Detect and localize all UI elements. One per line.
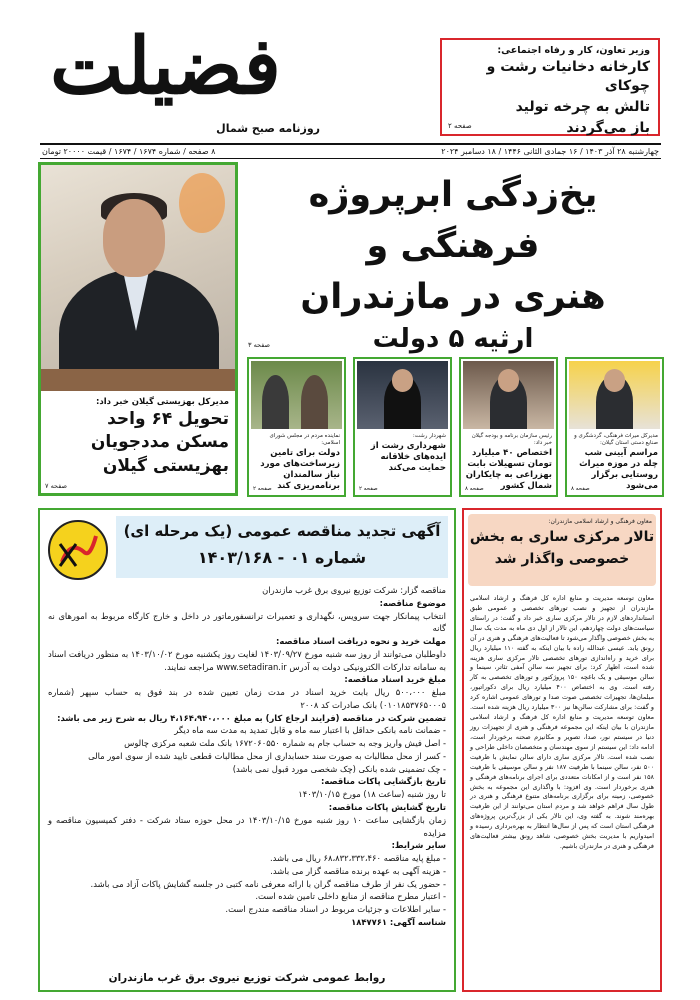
news-card-1-page: صفحه ۸ <box>571 486 590 492</box>
news-card-1-headline: مراسم آیینی شب چله در موزه میراث روستایی برگزار می‌شود <box>579 448 658 492</box>
main-headline-line-3: ارثیه ۵ دولت <box>372 324 534 355</box>
newspaper-subtitle: روزنامه صبح شمال <box>216 122 320 135</box>
ad-line: - چک تضمینی شده بانکی (چک شخصی مورد قبول نمی باشد) <box>232 763 446 774</box>
top-story-headline-2: تالش به چرخه تولید <box>515 98 650 115</box>
top-story-headline-1: کارخانه دخانیات رشت و چوکای <box>486 59 650 94</box>
newspaper-logo: فضیلت <box>50 21 281 112</box>
ad-line: تا روز شنبه (ساعت ۱۸) مورخ ۱۴۰۳/۱۰/۱۵ <box>298 789 446 800</box>
issue-date: چهارشنبه ۲۸ آذر ۱۴۰۳ / ۱۶ جمادی الثانی ۱۴۴۶ / ۱۸ دسامبر ۲۰۲۴ <box>441 147 659 156</box>
ad-line: داوطلبان می‌توانند از روز سه شنبه مورخ ۱۴۰۳/۰۹/۲۷ لغایت روز یکشنبه مورخ ۱۴۰۳/۱۰/۰۲ به منظور دریافت اسناد به سامانه تدارکات الکترونیکی دولت به آدرس www.setadiran.ir مراجعه نمایند. <box>48 648 446 672</box>
dateline <box>40 143 661 159</box>
news-card-3[interactable] <box>353 357 452 497</box>
ad-section-heading: تاریخ بازگشایی پاکات مناقصه: <box>321 776 446 787</box>
news-card-4-headline: دولت برای تامین زیرساخت‌های مورد نیاز سالمندان برنامه‌ریزی کند <box>260 448 340 492</box>
hero-headline-2: مسکن مددجویان <box>90 432 229 453</box>
hero-story-box[interactable] <box>38 162 238 496</box>
ad-line: انتخاب پیمانکار جهت سرویس، نگهداری و تعمیرات ترانسفورماتور در داخل و خارج کارگاه مربوط به امورهای نه گانه <box>48 610 446 634</box>
news-card-1-photo <box>569 361 660 429</box>
side-article-headline-1: تالار مرکزی ساری به بخش <box>469 529 655 545</box>
news-card-2-photo <box>463 361 554 429</box>
tender-ad-title <box>116 516 448 578</box>
hero-caption <box>47 397 229 477</box>
news-strip <box>246 357 664 497</box>
side-article-header <box>468 514 656 586</box>
hero-headline-3: بهزیستی گیلان <box>102 455 229 476</box>
main-headline-line-1: یخ‌زدگی ابرپروژه فرهنگی و <box>308 175 598 266</box>
ad-section-heading: مهلت خرید و نحوه دریافت اسناد مناقصه: <box>276 636 446 647</box>
main-page: صفحه ۳ <box>248 341 271 349</box>
news-card-3-headline: شهرداری رشت از ایده‌های خلاقانه حمایت می‌کند <box>370 441 446 474</box>
ad-line: - اعتبار مطرح مناقصه از منابع داخلی تامین شده است. <box>255 891 446 902</box>
ad-line: - اصل فیش واریز وجه به حساب جام به شماره ۱۶۷۲۰۶۰۵۵۰ بانک ملت شعبه مرکزی چالوس <box>124 738 446 749</box>
news-card-1-kicker: مدیرکل میراث فرهنگی، گردشگری و صنایع دستی استان گیلان: <box>574 433 658 447</box>
top-story-kicker: وزیر تعاون، کار و رفاه اجتماعی: <box>497 45 650 56</box>
ad-line: مبلغ ۵۰۰،۰۰۰ ریال بابت خرید اسناد در مدت زمان تعیین شده در بند فوق به حساب سپهر (شماره ۰۱۰۱۸۵۳۷۶۵۰۰۰۵) بانک صادرات کد ۲۰۰۸ <box>48 687 446 710</box>
issue-info: ۸ صفحه / شماره ۱۶۷۴ / ۱۶۷۴ / قیمت ۲۰۰۰۰ تومان <box>42 147 216 156</box>
news-card-1[interactable] <box>565 357 664 497</box>
ad-line: - مبلغ پایه مناقصه ۶۸،۸۳۲،۳۳۲،۴۶۰ ریال می باشد. <box>270 853 446 864</box>
top-story-box[interactable] <box>440 38 660 136</box>
news-card-4-photo <box>251 361 342 429</box>
power-company-logo-icon <box>48 520 108 580</box>
hero-photo <box>41 165 235 391</box>
ad-id: شناسه آگهی: ۱۸۴۷۷۶۱ <box>351 916 446 927</box>
top-story-headline-3: باز می‌گردند <box>566 119 650 136</box>
news-card-2[interactable] <box>459 357 558 497</box>
ad-line: - ضمانت نامه بانکی حداقل با اعتبار سه ماه و قابل تمدید به مدت سه ماه دیگر <box>174 725 446 736</box>
tender-ad[interactable] <box>38 508 456 992</box>
hero-page: صفحه ۷ <box>45 482 68 490</box>
tender-ad-title-1: آگهی تجدید مناقصه عمومی (یک مرحله ای) <box>123 522 441 540</box>
side-article-body: معاون توسعه مدیریت و منابع اداره کل فرهنگ و ارشاد اسلامی مازندران از تجهیز و نصب تورهای تخصصی و عمومی طبق استانداردهای لازم در تالار مرکزی ساری خبر داد و گفت: در راستای سیاست‌های دولت چهاردهم، این تالار از اول دی ماه به مدت یک سال به بخش خصوصی واگذار می‌شود تا فعالیت‌های فرهنگی و هنری در آن رونق یابد. عیسی عبدالله زاده با بیان اینکه به گفته ۱۱۰ میلیارد ریال برای خرید و راه‌اندازی تورهای تخصصی تالار مرکزی ساری هزینه شده است، اظهار کرد: برای تجهیز سه سالن آمفی تئاتر، سینما و سالن موسیقی و یک باغچه ۱۵۰ پروژکتور و تورهای تخصصی به کار رفته است. وی به اختصاص ۴۰۰ میلیارد ریال برای دکوراتیور، مبلمان‌ها، تجهیزات تخصصی صوت صدا و تورهای عمومی اشاره کرد و گفت: برای مشارکت سالن‌ها نیز ۳۰۰ میلیارد ریال هزینه شده است. معاون توسعه مدیریت و منابع اداره کل فرهنگ و ارشاد اسلامی مازندران با بیان اینکه این مجموعه فرهنگی و هنری از تجهیزات روز دنیا در سیستم نور، صدا، تصویر و مکانیزم صحنه برخوردار است، ادامه داد: این سیستم از سوی مهندسان و متخصصان داخلی طراحی و نصب شده است. تالار مرکزی ساری دارای سالن نمایش با ظرفیت ۵۰۰ نفر، سالن سینما با ظرفیت ۱۸۷ نفر و سالن موسیقی با ظرفیت ۱۵۸ نفر است و از امکانات متعددی برای اجرای برنامه‌های فرهنگی و هنری برخوردار است. وی افزود: با واگذاری این مجموعه به بخش خصوصی، زمینه برای برگزاری برنامه‌های متنوع فرهنگی و هنری در طول سال فراهم خواهد شد و مردم استان می‌توانند از این ظرفیت بهره‌مند شوند. به گفته وی، این تالار یکی از بزرگ‌ترین پروژه‌های فرهنگی استان است که پس از سال‌ها انتظار به بهره‌برداری رسیده و امیدواریم با مدیریت بخش خصوصی، شاهد رونق بیشتر فعالیت‌های فرهنگی و هنری در مازندران باشیم. <box>469 594 655 851</box>
news-card-4-page: صفحه ۲ <box>253 486 272 492</box>
news-card-4[interactable] <box>247 357 346 497</box>
news-card-3-photo <box>357 361 448 429</box>
news-card-2-headline: اختصاص ۴۰ میلیارد تومان تسهیلات بابت بهزراعی به چایکاران شمال کشور <box>465 448 552 492</box>
top-story-page: صفحه ۲ <box>448 122 472 130</box>
news-card-3-page: صفحه ۲ <box>359 486 378 492</box>
ad-section-heading: تاریخ گشایش پاکات مناقصه: <box>328 802 446 813</box>
ad-section-heading: موضوع مناقصه: <box>379 597 446 608</box>
news-card-3-kicker: شهردار رشت: <box>412 433 446 439</box>
ad-section-heading: تضمین شرکت در مناقصه (فرایند ارجاع کار) به مبلغ ۴،۱۶۴،۹۴۰،۰۰۰ ریال به شرح زیر می باشد: <box>57 712 446 723</box>
ad-line: - سایر اطلاعات و جزئیات مربوط در اسناد مناقصه مندرج است. <box>225 904 446 915</box>
main-headline-line-2: هنری در مازندران <box>300 276 606 317</box>
side-article-headline-2: خصوصی واگذار شد <box>494 550 630 567</box>
ad-line: - هزینه آگهی به عهده برنده مناقصه گزار می باشد. <box>270 865 446 876</box>
side-article[interactable] <box>462 508 662 992</box>
tender-ad-body <box>48 584 446 929</box>
tender-ad-footer: روابط عمومی شرکت توزیع نیروی برق غرب مازندران <box>108 972 386 984</box>
ad-section-heading: مبلغ خرید اسناد مناقصه: <box>344 674 446 685</box>
side-article-kicker: معاون فرهنگی و ارشاد اسلامی مازندران: <box>548 518 652 525</box>
news-card-4-kicker: نماینده مردم در مجلس شورای اسلامی: <box>269 433 340 447</box>
ad-section-heading: سایر شرایط: <box>391 840 446 851</box>
ad-line: زمان بازگشایی ساعت ۱۰ روز شنبه مورخ ۱۴۰۳/۱۰/۱۵ در محل حوزه ستاد شرکت - دفتر کمیسیون مناقصه و مزایده <box>48 814 447 838</box>
tender-ad-title-2: شماره ۰۱ - ۱۴۰۳/۱۶۸ <box>197 548 367 567</box>
main-headline[interactable] <box>246 170 660 354</box>
hero-headline-1: تحویل ۶۴ واحد <box>107 409 229 429</box>
ad-line: - کسر از محل مطالبات به صورت سند حسابداری از محل مطالبات قطعی تایید شده از سوی امور مالی <box>88 750 446 761</box>
ad-line: مناقصه گزار: شرکت توزیع نیروی برق غرب مازندران <box>262 585 446 595</box>
masthead <box>40 21 320 143</box>
ad-line: - حضور یک نفر از طرف مناقصه گران با ارائه معرفی نامه کتبی در جلسه گشایش پاکات آزاد می باشد. <box>90 878 446 889</box>
news-card-2-kicker: رئیس سازمان برنامه و بودجه گیلان خبر داد: <box>471 433 552 447</box>
hero-kicker: مدیرکل بهزیستی گیلان خبر داد: <box>95 397 229 407</box>
news-card-2-page: صفحه ۸ <box>465 486 484 492</box>
